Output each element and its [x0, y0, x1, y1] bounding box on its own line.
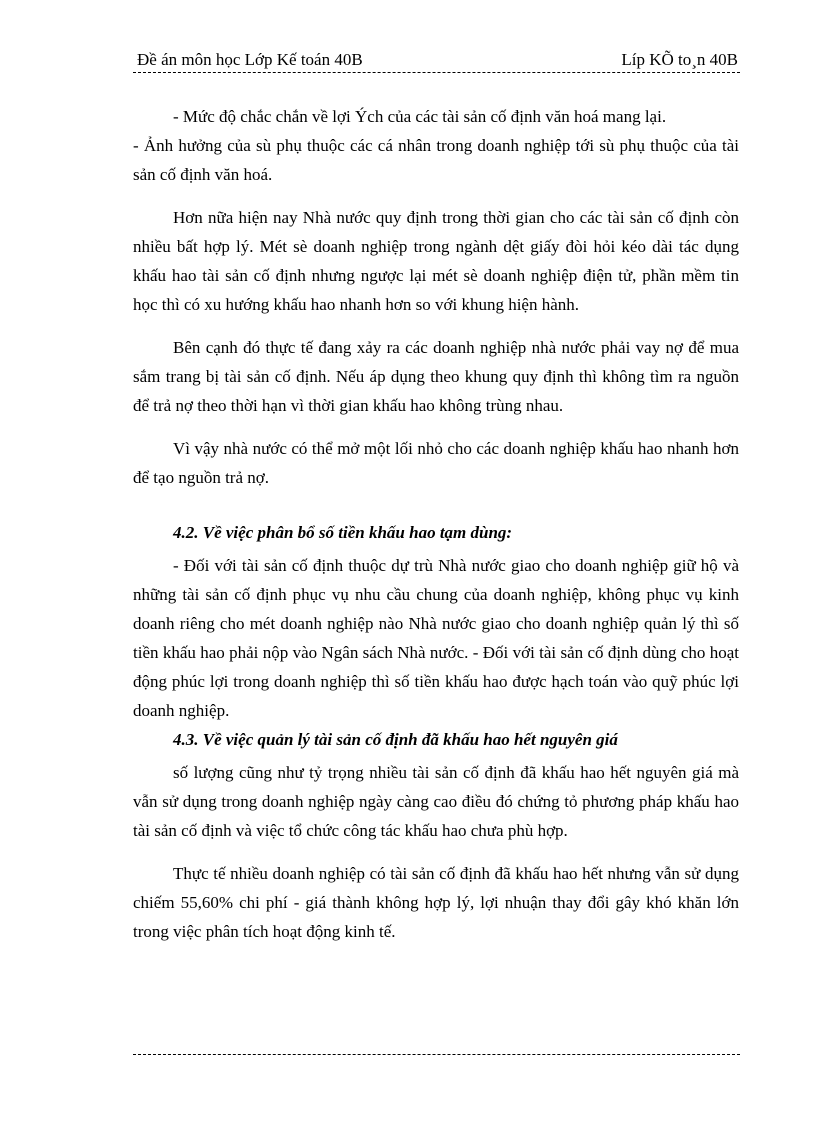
section-4-3-paragraph: Thực tế nhiều doanh nghiệp có tài sản cố định đã khấu hao hết nhưng vẫn sử dụng chiếm 55,60% chi phí - giá thành không hợp lý, lợi nhuận thay đổi gây khó khăn lớn trong việc phân tích hoạt động kinh tế. [133, 864, 739, 941]
section-heading-4-3: 4.3. Về việc quản lý tài sản cố định đã khấu hao hết nguyên giá [173, 730, 618, 749]
document-body [133, 102, 739, 960]
section-heading-4-2: 4.2. Về việc phân bổ số tiền khấu hao tạm dùng: [173, 523, 513, 542]
section-4-3-paragraph: số lượng cũng như tỷ trọng nhiều tài sản cố định đã khấu hao hết nguyên giá mà vẫn sử dụng trong doanh nghiệp ngày càng cao điều đó chứng tỏ phương pháp khấu hao tài sản cố định và việc tổ chức công tác khấu hao chưa phù hợp. [133, 763, 739, 840]
paragraph-dependence: - Ảnh hưởng của sù phụ thuộc các cá nhân trong doanh nghiệp tới sù phụ thuộc của tài sản cố định văn hoá. [133, 136, 739, 184]
paragraph-regulation: Hơn nữa hiện nay Nhà nước quy định trong thời gian cho các tài sản cố định còn nhiều bất hợp lý. Mét sè doanh nghiệp trong ngành dệt giấy đòi hỏi kéo dài tác dụng khấu hao tài sản cố định nhưng ngược lại mét sè doanh nghiệp điện tử, phần mềm tin học thì có xu hướng khấu hao nhanh hơn so với khung hiện hành. [133, 208, 739, 314]
section-4-2-text: - Đối với tài sản cố định thuộc dự trù Nhà nước giao cho doanh nghiệp giữ hộ và những tài sản cố định phục vụ nhu cầu chung của doanh nghiệp, không phục vụ kinh doanh riêng cho mét doanh nghiệp nào Nhà nước giao cho doanh nghiệp quản lý thì số tiền khấu hao phải nộp vào Ngân sách Nhà nước. - Đối với tài sản cố định dùng cho hoạt động phúc lợi trong doanh nghiệp thì số tiền khấu hao được hạch toán vào quỹ phúc lợi doanh nghiệp. [133, 556, 739, 720]
paragraph-conclusion: Vì vậy nhà nước có thể mở một lối nhỏ cho các doanh nghiệp khấu hao nhanh hơn để tạo nguồn trả nợ. [133, 439, 739, 487]
header-class-label: Líp KÕ to¸n 40B [621, 50, 738, 69]
header-course-title: Đề án môn học Lớp Kế toán 40B [137, 50, 363, 69]
page-header [133, 50, 740, 73]
paragraph-certainty: - Mức độ chắc chắn về lợi Ých của các tài sản cố định văn hoá mang lại. [173, 107, 667, 126]
footer-divider [133, 1054, 740, 1055]
paragraph-loans: Bên cạnh đó thực tế đang xảy ra các doanh nghiệp nhà nước phải vay nợ để mua sắm trang bị tài sản cố định. Nếu áp dụng theo khung quy định thì không tìm ra nguồn để trả nợ theo thời hạn vì thời gian khấu hao không trùng nhau. [133, 338, 739, 415]
